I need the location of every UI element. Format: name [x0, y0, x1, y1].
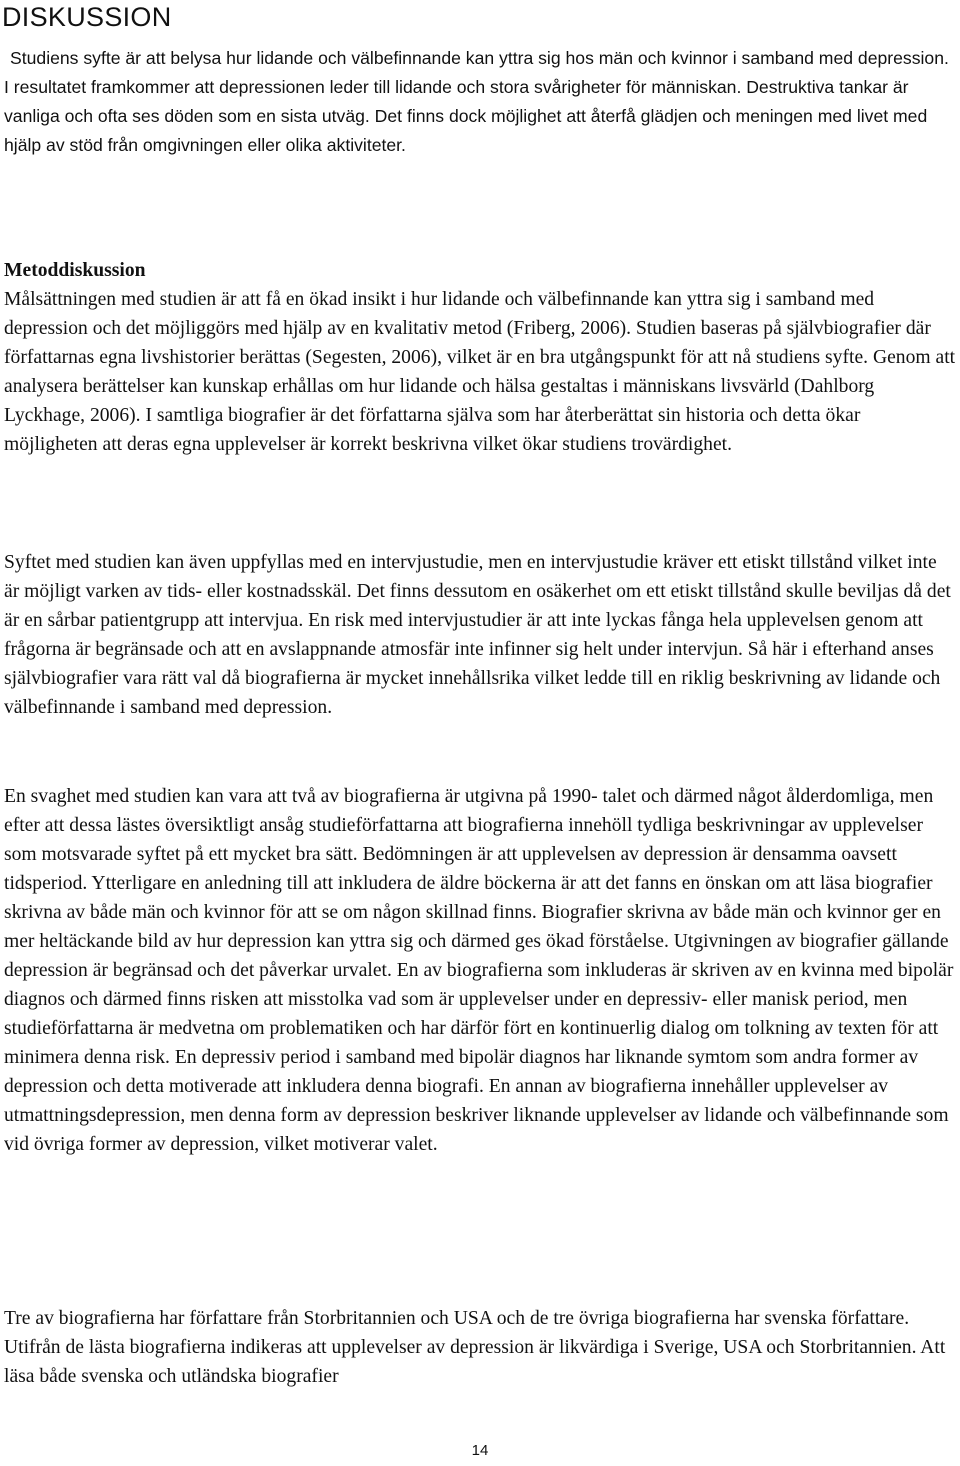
body-paragraph-3: En svaghet med studien kan vara att två av biografierna är utgivna på 1990- talet och därmed något ålderdomliga, men efter att dessa lästes översiktligt ansåg studieförfattarna att biografierna innehöll tydliga beskrivningar av upplevelser som motsvarade syftet på ett mycket bra sätt. Bedömningen är att upplevelsen av depression är densamma oavsett tidsperiod. Ytterligare en anledning till att inkludera de äldre böckerna är att det fanns en önskan om att läsa biografier skrivna av både män och kvinnor för att se om någon skillnad finns. Biografier skrivna av både män och kvinnor ger en mer heltäckande bild av hur depression kan yttra sig och därmed ges ökad förståelse. Utgivningen av biografier gällande depression är begränsad och det påverkar urvalet. En av biografierna som inkluderas är skriven av en kvinna med bipolär diagnos och därmed finns risken att misstolka vad som är upplevelser under en depressiv- eller manisk period, men studieförfattarna är medvetna om problematiken och har därför fört en kontinuerlig dialog om tolkning av texten för att minimera denna risk. En depressiv period i samband med bipolär diagnos har liknande symtom som andra former av depression och detta motiverade att inkludera denna biografi. En annan av biografierna innehåller upplevelser av utmattningsdepression, men denna form av depression beskriver liknande upplevelser av lidande och välbefinnande som vid övriga former av depression, vilket motiverar valet.	[4, 786, 954, 1155]
method-discussion-block	[4, 256, 956, 459]
body-paragraph-4: Tre av biografierna har författare från Storbritannien och USA och de tre övriga biografierna har svenska författare. Utifrån de lästa biografierna indikeras att upplevelser av depression är likvärdiga i Sverige, USA och Storbritannien. Att läsa både svenska och utländska biografier	[4, 1308, 946, 1387]
body-paragraph-1: Målsättningen med studien är att få en ökad insikt i hur lidande och välbefinnande kan yttra sig i samband med depression och det möjliggörs med hjälp av en kvalitativ metod (Friberg, 2006). Studien baseras på självbiografier där författarnas egna livshistorier berättas (Segesten, 2006), vilket är en bra utgångspunkt för att nå studiens syfte. Genom att analysera berättelser kan kunskap erhållas om hur lidande och hälsa gestaltas i människans livsvärld (Dahlborg Lyckhage, 2006). I samtliga biografier är det författarna själva som har återberättat sin historia och detta ökar möjligheten att deras egna upplevelser är korrekt beskrivna vilket ökar studiens trovärdighet.	[4, 289, 956, 455]
section-heading: DISKUSSION	[2, 2, 172, 32]
page-number: 14	[471, 1442, 489, 1459]
subsection-heading: Metoddiskussion	[4, 260, 146, 281]
intro-paragraph: Studiens syfte är att belysa hur lidande och välbefinnande kan yttra sig hos män och kvinnor i samband med depression. I resultatet framkommer att depressionen leder till lidande och stora svårigheter för människan. Destruktiva tankar är vanliga och ofta ses döden som en sista utväg. Det finns dock möjlighet att återfå glädjen och meningen med livet med hjälp av stöd från omgivningen eller olika aktiviteter.	[4, 48, 949, 155]
body-paragraph-2: Syftet med studien kan även uppfyllas med en intervjustudie, men en intervjustudie kräver ett etiskt tillstånd vilket inte är möjligt varken av tids- eller kostnadsskäl. Det finns dessutom en osäkerhet om ett etiskt tillstånd skulle beviljas då det är en sårbar patientgrupp att intervjua. En risk med intervjustudier är att inte lyckas fånga hela upplevelsen genom att frågorna är begränsade och att en avslappnande atmosfär inte infinner sig helt under intervjun. Så här i efterhand anses självbiografier vara rätt val då biografierna är mycket innehållsrika vilket ledde till en riklig beskrivning av lidande och välbefinnande i samband med depression.	[4, 552, 951, 718]
